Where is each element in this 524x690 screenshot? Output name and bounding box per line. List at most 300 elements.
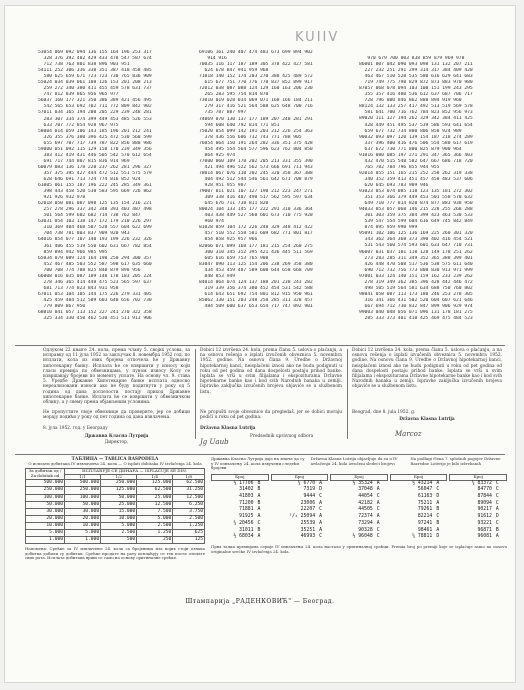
winning-series: C: [436, 487, 440, 493]
number-row: 484 509 600 637 653 654 717 747 892 901: [199, 303, 313, 309]
number-row: 69106 161 240 407 474 483 673 699 894 902: [199, 50, 313, 55]
number-row: 80024 104 133 145 177 222 291 310 336 364: [199, 207, 313, 213]
winning-number: ½ 17706: [233, 480, 254, 486]
number-row: 95091 102 106 125 136 169 225 260 301 320: [359, 231, 473, 237]
winning-series: B: [436, 507, 440, 513]
winning-number: 61163: [417, 493, 433, 499]
winning-series: C: [376, 534, 380, 540]
group-col-head: Број: [331, 474, 388, 480]
winning-row: [212, 487, 269, 494]
number-row: 539 547 554 599 604 616 649 745 842 849: [359, 219, 473, 225]
winning-number: 91612: [477, 514, 492, 520]
winning-number: 31402: [239, 487, 254, 493]
number-row: 96007 031 037 101 118 128 149 178 251 262: [359, 249, 473, 255]
table-cell: 5.000: [101, 522, 137, 529]
number-row: 73010 019 028 034 069 071 160 166 184 211: [199, 98, 313, 104]
number-row: 859 894 942 966 985 995: [38, 249, 108, 255]
winning-number: ½ 35324: [352, 480, 373, 486]
winning-series: C: [495, 520, 499, 526]
number-row: 273 283 285 311 349 352 365 388 399 401: [359, 255, 473, 261]
table-cell: 5.000: [137, 515, 173, 522]
number-row: 921 926 932 978: [38, 195, 86, 201]
winning-series: B: [436, 520, 440, 526]
number-row: 637 672 730 771 800 825 879 900 964: [359, 146, 462, 152]
table-cell: 50.000: [26, 501, 65, 508]
number-row: 98041 058 087 113 173 180 246 253 278 305: [359, 291, 473, 297]
number-row: 61005 061 155 187 196 222 245 285 349 361: [38, 183, 152, 189]
table-cell: 10.000: [26, 522, 65, 529]
number-row: 319 339 356 374 380 452 454 531 542 588: [199, 285, 313, 291]
divider: [15, 454, 505, 455]
org-cyrillic: Државна Класна Лутрија: [84, 434, 149, 439]
winning-series: C: [319, 534, 322, 540]
number-row: 68010 041 057 113 152 227 241 270 322 358: [38, 310, 152, 316]
winning-series: B: [257, 527, 261, 533]
number-row: 340 352 359 413 451 457 458 483 537 606: [359, 176, 473, 182]
number-row: 378 436 556 606 732 743 771 788 905: [199, 134, 302, 140]
table-row: [26, 508, 205, 515]
number-row: 667 694 712 730 832 847 899 906 929 974: [359, 303, 473, 309]
winning-series: C: [319, 507, 322, 513]
number-row: 71018 140 152 174 203 270 388 425 489 572: [199, 74, 313, 80]
number-row: 55024 034 039 061 108 126 153 201 208 213: [38, 80, 152, 86]
table-cell: 125.000: [101, 487, 137, 494]
winning-number: 56047: [417, 487, 433, 493]
notice-cyrillic-footer: Не пропустите своје обвезнице да проверите, јер се добици морају подићи у року од пет година од дана извлачења.: [43, 410, 190, 421]
winning-row: [331, 487, 388, 494]
winning-series: A: [319, 527, 322, 533]
winning-series: C: [319, 493, 322, 499]
number-row: 78014 067 076 110 202 245 320 358 367 388: [199, 170, 313, 176]
winning-number: ¼ 20456: [233, 520, 254, 526]
winning-series: D: [436, 493, 440, 499]
winning-number: 9444: [303, 493, 316, 499]
number-row: 531 543 560 574 593 601 633 647 710 731: [359, 243, 473, 249]
number-row: 681 713 774 823 843 931 958: [38, 285, 119, 291]
table-cell: 25.000: [101, 501, 137, 508]
winning-heading-latin: Državna Klasna Lutrija objavljuje da su u IV izvlačenju 24. kola izvučeni sledeći brojevi: [310, 456, 398, 466]
number-row: 97001 033 124 140 151 159 162 233 239 262: [359, 273, 473, 279]
winning-number: ½ 68034: [233, 534, 254, 540]
payout-col-group: ИСПЛАЋУЈЕ СЕ ДИНАРА — ISPLAĆUJE SE DIN.: [65, 468, 205, 474]
number-row: 700 708 774 788 825 840 879 898 956: [38, 267, 141, 273]
number-row: 928 951 955 987: [199, 183, 247, 189]
winning-series: B: [495, 527, 499, 533]
winning-series: A: [257, 507, 261, 513]
payout-col-label: За добитак од / Za dobitak od: [26, 468, 65, 480]
winning-series: A: [257, 493, 261, 499]
winning-series: A: [436, 480, 440, 486]
notice-cyrillic-place: 8. јула 1952. год. у Београду: [43, 426, 108, 431]
winning-number: 84770: [477, 487, 492, 493]
winning-number: 82214: [417, 514, 433, 520]
table-cell: 625: [173, 530, 205, 537]
table-cell: 1.000: [26, 537, 65, 544]
table-row: [26, 494, 205, 501]
number-row: 357 375 395 427 444 472 512 551 575 579: [38, 170, 152, 176]
winning-series: B: [257, 500, 261, 506]
number-row: 691 717 744 807 815 836 914 969: [38, 158, 130, 164]
number-row: 425 459 484 512 509 603 640 656 702 730: [38, 297, 152, 303]
winning-row: [450, 534, 507, 541]
number-row: 337 396 400 416 476 506 554 580 617 619: [359, 140, 473, 146]
number-row: 659 677 732 734 800 806 858 924 989: [359, 128, 462, 134]
table-cell: 10.000: [65, 522, 101, 529]
fraction-header: 1/1: [65, 474, 101, 480]
table-cell: 2.500: [101, 530, 137, 537]
signature-president: Marcoz: [395, 430, 422, 438]
payout-table-block: [25, 457, 205, 561]
winning-number: 44054: [358, 493, 373, 499]
number-row: 301 303 359 375 384 399 423 463 530 533: [359, 213, 473, 219]
number-row: 624 678 847 941 959 968: [199, 68, 269, 74]
winning-number: ½ 96048: [352, 534, 373, 540]
number-row: 326 355 376 380 396 425 472 530 568 599: [38, 134, 152, 140]
number-row: 874 895 959 990 999: [359, 225, 418, 231]
winning-series: D: [495, 514, 499, 520]
table-cell: 500.000: [65, 480, 101, 487]
number-row: 89020 111 127 194 262 329 342 384 411 425: [359, 116, 473, 122]
number-row: 83047 090 113 125 154 206 238 269 358 380: [199, 261, 313, 267]
winning-row: [331, 514, 388, 521]
number-row: 452 467 485 503 552 587 598 617 635 660: [38, 261, 152, 267]
winning-series: A: [495, 507, 499, 513]
number-row: 351 353 366 379 449 453 501 558 570 632: [359, 195, 473, 201]
table-cell: 20.000: [65, 515, 101, 522]
number-row: 501 564 599 602 682 714 738 762 847: [38, 213, 141, 219]
table-row: [26, 515, 205, 522]
number-row: 82066 071 099 168 177 181 215 254 260 275: [199, 243, 313, 249]
winning-number: 97241: [417, 520, 433, 526]
fraction-header: 1/4: [137, 474, 173, 480]
winning-number: 93221: [477, 520, 492, 526]
number-row: 328 376 392 402 429 433 478 547 587 674: [38, 56, 152, 62]
winning-number: 87844: [477, 493, 492, 499]
lottery-sheet: [5, 6, 515, 682]
number-row: 59000 051 092 115 129 158 170 239 349 356: [38, 146, 152, 152]
winning-row: [331, 494, 388, 501]
number-row: 278 319 349 362 385 396 428 442 446 472: [359, 279, 473, 285]
winning-series: A: [319, 480, 322, 486]
winning-row: [212, 514, 269, 521]
number-row: 65034 079 089 124 164 198 250 294 300 357: [38, 255, 152, 261]
number-row: 428 449 451 495 537 539 586 593 641 654: [359, 122, 473, 128]
number-row: 309 338 416 487 490 517 562 595 597 634: [199, 195, 313, 201]
winning-number: 96871: [477, 527, 492, 533]
table-cell: 7.500: [137, 508, 173, 515]
winning-number: 22207: [300, 507, 316, 513]
winning-series: A: [376, 487, 380, 493]
winning-heading-cyrillic: Државна Класна Лутрија даје на знање да су у IV извлачењу 24. кола извучени следећи бројеви: [211, 456, 305, 471]
number-row: 265 283 595 754 814 870: [199, 92, 269, 98]
table-cell: 250.000: [65, 487, 101, 494]
number-row: 719 749 775 798 829 872 873 883 970 980: [359, 80, 473, 86]
number-row: 498 505 519 564 581 634 688 750 760 802: [359, 285, 473, 291]
winning-row: [450, 494, 507, 501]
number-row: 99003 040 048 056 071 096 131 178 181 275: [359, 309, 473, 315]
payout-subtitle: О исплати добитака IV извлачења 24. кола — O isplati dobitaka IV izvlačenja 24. kola: [28, 461, 202, 467]
number-row: 970 679 700 803 838 859 879 969 978: [359, 56, 465, 61]
winning-row: [331, 521, 388, 528]
winning-number: 41803: [239, 493, 254, 499]
number-row: 86001 007 042 090 093 098 131 132 207 211: [359, 62, 473, 68]
winning-series: C: [376, 527, 380, 533]
table-cell: 50.000: [65, 501, 101, 508]
number-row: 728 796 800 846 862 888 894 919 960: [359, 98, 462, 104]
winning-series: A: [495, 534, 499, 540]
number-row: 77000 060 109 178 202 205 213 331 355 390: [199, 158, 313, 164]
winning-series: A: [257, 514, 261, 520]
table-cell: 125: [173, 537, 205, 544]
winning-group-table: [449, 474, 507, 541]
winning-number: 46993: [300, 534, 316, 540]
number-row: 92014 055 151 165 215 252 258 262 319 338: [359, 170, 473, 176]
table-cell: 500.000: [26, 480, 65, 487]
number-row: 361 406 455 519 550 602 631 667 782 854: [38, 243, 152, 249]
table-cell: 10.000: [101, 515, 137, 522]
winning-series: C: [495, 480, 499, 486]
winning-series: A: [376, 514, 380, 520]
number-row: 76054 064 150 191 264 282 336 351 375 428: [199, 140, 313, 146]
winning-number: 89094: [477, 500, 492, 506]
winning-number: 75211: [417, 500, 433, 506]
table-cell: 3.750: [173, 508, 205, 515]
winning-heading-slovene: Na podlagi člena 7. splošnih pogojev Državne Razredne Loterije je bilo izžrebanih: [410, 456, 501, 466]
number-row: 84014 064 074 124 137 188 201 238 243 282: [199, 279, 313, 285]
number-row: 848 853 949: [199, 273, 236, 279]
table-cell: 2.500: [137, 522, 173, 529]
winning-row: [271, 534, 328, 541]
number-row: 53054 069 092 094 136 155 164 196 253 317: [38, 50, 152, 55]
number-row: 54111 252 306 336 338 351 387 418 458 485: [38, 68, 152, 74]
winning-series: A: [376, 500, 380, 506]
number-row: 325 334 330 450 462 530 451 511 913 906: [38, 316, 152, 322]
org-latin-2: Državna Klasna Lutrija: [200, 426, 256, 431]
table-cell: 15.000: [101, 508, 137, 515]
payout-body: [26, 480, 205, 544]
number-column-1: [38, 50, 193, 322]
divider: [195, 349, 196, 439]
winning-row: [212, 494, 269, 501]
winning-row: [390, 521, 447, 528]
notice-latin-place: Beograd, dne 8. jula 1952. g.: [352, 410, 416, 415]
payout-table: [25, 468, 205, 544]
payout-title: ТАБЛИЦА — TABLICA RASPODELA: [71, 457, 159, 462]
number-row: 72012 038 087 088 124 129 160 163 206 230: [199, 86, 313, 92]
number-row: 56037 160 177 321 350 386 389 421 456 495: [38, 98, 152, 104]
winning-row: [390, 487, 447, 494]
number-row: 63031 054 103 138 147 172 179 210 226 297: [38, 219, 152, 225]
number-row: 57011 034 165 194 200 205 229 239 248 281: [38, 110, 152, 116]
divider: [15, 345, 505, 346]
winning-row: [450, 521, 507, 528]
notice-latin-right: Dobici 12 izvršena 24. kola, prema članu 5. uslova o plaćanju, a na osnovu rešenja o isplati izvučenih obveznica 5. novembra 1952. godine. Na osnovu člana 9. Uredbe o Državnoj hipotekarnoj banci, neisplaćeni iznosi ako ne budu podignuti u roku od pet godina od dana dospelosti postaju prihod banke. Isplata se vrši u svim filijalama i ekspoziturama Državne hipotekarne banke kao i kod svih Narodnih banaka u zemlji. Ispravke zaključka izvučenih brojeva objaviće se u službenom listu.: [352, 348, 502, 390]
number-row: 645 676 711 738 811 820: [199, 201, 269, 207]
table-cell: 25.000: [137, 494, 173, 501]
number-row: 914 916: [199, 56, 227, 62]
number-row: 620 645 693 783 909 946: [359, 182, 429, 188]
number-row: 90032 093 097 120 139 154 187 218 274 289: [359, 134, 473, 140]
winning-series: B: [257, 480, 261, 486]
winning-row: [390, 534, 447, 541]
winning-series: C: [376, 493, 380, 499]
number-row: 58004 014 059 106 143 185 196 201 212 241: [38, 128, 152, 134]
winning-number: ¼ 78811: [412, 534, 433, 540]
winning-row: [212, 521, 269, 528]
notice-cyrillic: Одлуком 22 књиге 24. кола, према члану 5. својих услова, за исправку од 11 јула 1952 за закључак 8. новембра 1952 год. по исплати, кола из ових бројева отпочела ће у Државну хипотекарну банку. Исплата ће се извршити у износу који гласи премија по обвезницама, у пуном износу Колу се извршавају бројеви по моменту уплате. На основу чл. 9. става 5. Уредбе Државне Хипотекарне банке исплата односно нереализовани износи ако не буду подигнути у року од 5 година од дана доспелости постају приход Државне хипотекарне банке. Исплата ће се извршити у обвезничком облику, а у свему према објављеним условима.: [43, 348, 190, 406]
number-row: 404 492 512 544 546 561 642 671 708 879: [199, 176, 313, 182]
winning-groups-block: [211, 456, 507, 554]
number-row: 316 341 366 431 502 520 604 607 621 646: [359, 297, 473, 303]
number-row: 463 467 510 528 535 580 616 629 641 683: [359, 74, 473, 80]
table-cell: 125.000: [137, 480, 173, 487]
winning-series: C: [495, 500, 499, 506]
table-cell: 31.250: [173, 487, 205, 494]
winning-row: [271, 487, 328, 494]
number-column-2: [199, 50, 345, 310]
number-row: 432 470 515 548 582 647 667 686 718 720: [359, 158, 473, 164]
number-row: 765 782 784 796 855 944 955: [359, 164, 440, 170]
winning-number: 72374: [358, 514, 373, 520]
notice-latin-footer: Ne propušti svoje obveznice da pregledaš, jer se dobici moraju podići u roku od pet godina.: [200, 410, 342, 421]
number-row: 79007 011 021 107 127 190 212 223 247 271: [199, 189, 313, 195]
winning-number: 31011: [239, 527, 254, 533]
pencil-mark: KUIIV: [295, 30, 340, 45]
table-row: [26, 522, 205, 529]
org-latin: Državna Klasna Lutrija: [399, 417, 455, 422]
table-cell: 1.000: [65, 537, 101, 544]
winning-number: ½ 43214: [412, 480, 433, 486]
winning-group-table: [271, 474, 329, 541]
winning-series: A: [319, 520, 322, 526]
winning-row: [271, 494, 328, 501]
number-row: 854 858 925 957 966: [199, 237, 258, 243]
table-cell: 50.000: [101, 494, 137, 501]
winning-row: [390, 494, 447, 501]
number-row: 62018 050 081 087 098 125 135 154 216 221: [38, 201, 152, 207]
table-cell: 100.000: [26, 494, 65, 501]
winning-number: 90328: [358, 527, 373, 533]
winning-series: A: [376, 520, 380, 526]
winning-row: [271, 514, 328, 521]
number-row: 649 710 777 814 820 874 877 883 938 950: [359, 201, 473, 207]
number-row: 66008 016 035 087 109 148 178 183 205 224: [38, 273, 152, 279]
table-cell: 5.000: [26, 530, 65, 537]
number-row: 85062 130 151 203 248 258 285 311 328 457: [199, 297, 313, 303]
table-row: [26, 530, 205, 537]
number-row: 60079 083 136 178 220 237 262 281 296 327: [38, 164, 152, 170]
winning-number: 35251: [300, 527, 316, 533]
winning-series: A: [436, 500, 440, 506]
table-cell: 1.250: [173, 522, 205, 529]
winning-number: 7319: [303, 487, 316, 493]
table-row: [26, 480, 205, 487]
number-row: 581 641 700 716 762 784 823 852 956 973: [359, 110, 473, 116]
number-row: 227 232 251 291 299 314 317 384 409 420: [359, 68, 473, 74]
number-row: 398 443 458 520 530 583 595 669 726 862: [38, 189, 152, 195]
table-row: [26, 501, 205, 508]
number-row: 960 974: [199, 219, 224, 225]
number-row: 81028 059 104 172 226 248 329 348 412 422: [199, 225, 313, 231]
signature-director: Jg Uaub: [200, 438, 229, 446]
group-col-head: Број: [212, 474, 269, 480]
table-row: [26, 537, 205, 544]
number-row: 259 272 340 380 411 455 459 578 631 737: [38, 86, 152, 92]
number-row: 614 643 651 692 754 801 812 915 950 961: [199, 291, 313, 297]
winning-number: 96081: [477, 534, 492, 540]
number-row: 864 925 974: [199, 152, 236, 158]
number-row: 655 697 707 717 739 787 822 856 888 986: [38, 140, 152, 146]
number-row: 628 646 691 713 724 774 816 852 924: [38, 176, 141, 182]
winning-groups: [211, 474, 507, 541]
winning-series: A: [436, 527, 440, 533]
number-row: 457 510 552 558 581 609 682 771 801 817: [199, 231, 313, 237]
table-cell: 2.500: [173, 515, 205, 522]
group-col-head: Број: [271, 474, 328, 480]
number-row: 383 412 419 431 446 505 542 570 612 654: [38, 152, 152, 158]
table-cell: 1.250: [137, 530, 173, 537]
table-cell: 6.250: [173, 501, 205, 508]
group-col-head: Број: [390, 474, 447, 480]
table-cell: 500: [101, 537, 137, 544]
winning-row: [271, 521, 328, 528]
table-cell: 12.500: [173, 494, 205, 501]
winning-number: ¼ 6770: [297, 480, 316, 486]
winning-row: [390, 514, 447, 521]
table-cell: 250.000: [26, 487, 65, 494]
number-row: 88124 132 133 257 417 492 513 519 569 578: [359, 104, 473, 110]
winning-number: ²/₂ 25094: [289, 514, 316, 520]
winning-series: A: [376, 480, 380, 486]
winning-number: 71881: [239, 507, 254, 513]
winning-series: C: [376, 507, 380, 513]
table-cell: 100.000: [65, 494, 101, 501]
winning-number: 91925: [239, 514, 254, 520]
winning-series: D: [319, 487, 322, 493]
winning-number: 90217: [477, 507, 492, 513]
table-row: [26, 487, 205, 494]
winning-number: 42182: [358, 500, 373, 506]
number-row: 91016 080 085 197 271 291 347 365 366 403: [359, 152, 473, 158]
winning-series: A: [319, 514, 322, 520]
number-row: 594 608 640 792 814 771 851: [199, 122, 280, 128]
number-row: 704 738 781 803 837 909 920 943: [38, 231, 130, 237]
winning-row: [331, 534, 388, 541]
winning-group-table: [390, 474, 448, 541]
number-row: 605 616 659 753 765 908: [199, 255, 269, 261]
number-row: 343 362 364 368 373 390 402 416 454 521: [359, 237, 473, 243]
winning-row: [450, 487, 507, 494]
number-row: 310 369 404 468 507 528 557 604 622 699: [38, 225, 152, 231]
winning-number: 79261: [417, 507, 433, 513]
winning-group-table: [330, 474, 388, 541]
number-row: 779 809 867 950: [38, 303, 86, 309]
group-col-head: Број: [450, 474, 507, 480]
winning-number: 44505: [358, 507, 373, 513]
role-cyrillic: Директор,: [104, 440, 129, 445]
number-row: 355 357 416 480 536 612 637 687 706 717: [359, 92, 473, 98]
table-cell: 62.500: [137, 487, 173, 494]
winning-series: B: [257, 487, 261, 493]
number-row: 67011 053 104 105 144 175 226 279 331 405: [38, 291, 152, 297]
winning-row: [212, 534, 269, 541]
role-latin: Predsednik upravnog odbora: [250, 434, 314, 439]
winning-group-table: [211, 474, 269, 541]
number-row: 87057 068 078 094 103 108 151 199 243 295: [359, 86, 473, 92]
number-row: 285 333 373 401 410 425 469 475 484 523: [359, 316, 473, 322]
printer-imprint: Штампарија „РАДЕНКОВИЋ" — Београд.: [185, 598, 335, 605]
number-row: 75020 054 099 142 191 203 212 226 254 363: [199, 128, 313, 134]
